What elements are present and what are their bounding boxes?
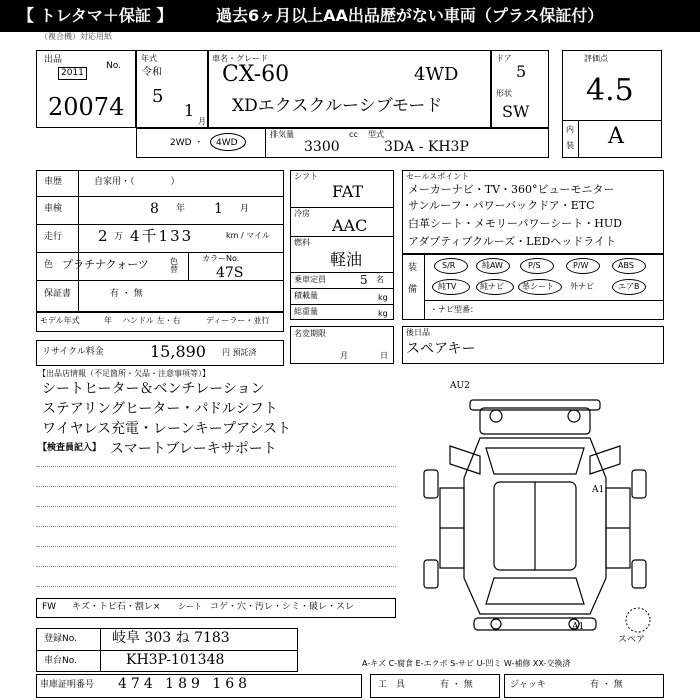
row-line-2 [36, 224, 284, 225]
later-items-label: 後日品 [406, 328, 430, 337]
tools-label: 工 具 [378, 680, 406, 690]
diagram-mark-right: A1 [592, 485, 605, 495]
inspection-month: 1 [214, 201, 223, 217]
equipment-label-1: 装 [408, 263, 418, 273]
interior-score: A [608, 124, 624, 149]
note-rule-1 [36, 466, 396, 467]
notes-label: 【出品店情報（不足箇所・欠品・注意事項等）】 [38, 369, 210, 378]
recycle-unit: 円 預託済 [222, 348, 257, 357]
equip-navi-model: ・ナビ型番： [430, 305, 478, 314]
inspection-year-unit: 年 [176, 204, 186, 214]
rating-score: 4.5 [586, 73, 634, 108]
fw-items: キズ・トビ石・割レ× [72, 602, 161, 612]
diagram-mark-top: AU2 [450, 381, 470, 391]
lot-no-label: No. [106, 61, 121, 71]
mileage-man-unit: 万 [114, 232, 124, 242]
legend: A-キズ C-腐食 E-エクボ S-サビ U-凹ミ W-補修 XX-交換済 [362, 659, 571, 668]
warranty-label: 保証書 [44, 289, 72, 299]
lot-code: 2011 [58, 67, 87, 80]
later-items-value: スペアキー [406, 341, 476, 357]
aircon-value: AAC [332, 216, 368, 235]
note-rule-6 [36, 566, 396, 567]
cert-label: 車庫証明番号 [40, 680, 95, 690]
fw-seat-label: シート [178, 602, 202, 611]
selling-point-1: メーカーナビ・TV・360°ビューモニター [408, 183, 615, 196]
rating-divider [562, 120, 662, 121]
capacity-unit: 名 [376, 275, 384, 284]
year-value: 5 [152, 86, 164, 107]
selling-point-2: サンルーフ・パワーバックドア・ETC [408, 199, 595, 212]
fw-label: FW [42, 602, 57, 612]
inspection-year: 8 [150, 201, 159, 217]
fuel-label: 燃料 [294, 238, 310, 247]
year-era: 令和 [142, 67, 162, 78]
row-line-1 [36, 196, 284, 197]
interior-divider [578, 120, 579, 158]
colorcode-label: カラーNo. [202, 254, 240, 263]
reg-divider-h [36, 650, 298, 651]
lot-label: 出品 [44, 55, 63, 65]
jack-opts: 有 ・ 無 [590, 680, 623, 690]
type-value: 3DA - KH3P [384, 139, 469, 155]
equip-abs: ABS [618, 261, 634, 270]
selling-point-3: 白革シート・メモリーパワーシート・HUD [408, 217, 622, 230]
shape-value: SW [502, 102, 530, 121]
fuel-value: 軽油 [330, 250, 363, 269]
color-label: 色 [44, 260, 54, 270]
engine-divider [265, 128, 266, 158]
reg-label: 登録No. [44, 634, 77, 644]
mileage-label: 走行 [44, 232, 63, 242]
color-swap-label: 色替 [170, 257, 178, 274]
note-rule-7 [36, 586, 396, 587]
inspection-label: 車検 [44, 204, 63, 214]
equip-sr: S/R [442, 261, 456, 270]
name-change-label: 名変期限 [294, 329, 326, 338]
mileage-rest: 4千133 [130, 227, 194, 245]
mileage-man: 2 [98, 227, 108, 245]
color-code-divider [188, 252, 189, 280]
model-type-label: モデル年式 [40, 316, 80, 325]
equip-aw: 純AW [482, 261, 503, 270]
selling-point-4: アダプティブクルーズ・LEDヘッドライト [408, 235, 616, 248]
diagram-spare: スペア [618, 635, 646, 645]
note-line-3: ワイヤレス充電・レーンキープアシスト [42, 421, 292, 437]
door-value: 5 [516, 62, 527, 81]
name-change-month: 月 [340, 351, 348, 360]
capacity-value: 5 [360, 273, 368, 287]
inspection-month-unit: 月 [240, 204, 250, 214]
equipment-label-2: 備 [408, 285, 418, 295]
colorcode-value: 47S [216, 265, 244, 281]
c-line-1 [290, 207, 394, 208]
equip-ext-navi: 外ナビ [570, 282, 594, 291]
diagram-mark-bottom: A1 [572, 622, 585, 632]
equip-tv: 純TV [438, 282, 457, 291]
equip-leather: 革シート [522, 282, 554, 291]
recycle-label: リサイクル料金 [42, 347, 104, 357]
inspector-line: スマートブレーキサポート [110, 441, 277, 457]
c-line-4 [290, 288, 394, 289]
capacity-label: 乗車定員 [294, 275, 326, 284]
name-change-day: 日 [380, 351, 388, 360]
drive-opt-2wd: 2WD ・ [170, 138, 204, 148]
jack-label: ジャッキ [510, 680, 546, 690]
disp-label: 排気量 [270, 130, 294, 139]
equipment-label-divider [424, 254, 425, 320]
note-line-1: シートヒーター＆ベンチレーション [42, 381, 265, 397]
type-label: 型式 [368, 130, 384, 139]
fw-seat-items: コゲ・穴・汚レ・シミ・破レ・スレ [210, 602, 355, 612]
model-grade: XDエクスクルーシブモード [232, 96, 443, 116]
load-label: 積載量 [294, 291, 318, 300]
reg-divider-v [100, 628, 101, 672]
chassis-label: 車台No. [44, 656, 77, 666]
equip-navi: 純ナビ [480, 282, 504, 291]
model-label: 車名・グレード [212, 54, 268, 63]
gross-unit: kg [378, 309, 388, 318]
load-unit: kg [378, 293, 388, 302]
model-type-year: 年 [104, 316, 112, 325]
aircon-label: 冷房 [294, 209, 310, 218]
recycle-value: 15,890 [150, 342, 206, 361]
row-line-4 [36, 280, 284, 281]
history-label: 車歴 [44, 177, 63, 187]
tools-opts: 有 ・ 無 [440, 680, 473, 690]
c-line-3 [290, 272, 394, 273]
header-sub: （複合機）対応用紙 [40, 32, 112, 41]
lot-number: 20074 [48, 93, 125, 121]
header-right: 過去6ヶ月以上AA出品歴がない車両（プラス保証付） [216, 6, 604, 25]
inspector-label: 【検査員記入】 [38, 443, 102, 453]
model-name: CX-60 [222, 62, 290, 87]
handle-value: ハンドル 左・右 [122, 316, 181, 325]
disp-value: 3300 [304, 139, 340, 155]
year-month-label: 月 [198, 117, 206, 126]
shape-label: 形状 [496, 89, 512, 98]
year-label: 年式 [141, 54, 157, 63]
chassis-value: KH3P-101348 [126, 652, 225, 668]
mileage-km: km / マイル [226, 231, 271, 240]
door-label: ドア [496, 54, 512, 63]
year-month: 1 [184, 101, 195, 120]
disp-cc: cc [349, 130, 358, 139]
shift-value: FAT [332, 182, 364, 201]
model-drive: 4WD [414, 64, 459, 85]
note-line-2: ステアリングヒーター・パドルシフト [42, 401, 278, 417]
gross-label: 総重量 [294, 307, 318, 316]
note-rule-2 [36, 486, 396, 487]
c-line-2 [290, 236, 394, 237]
drive-opt-4wd: 4WD [216, 138, 238, 148]
color-value: プラチナクォーツ [62, 258, 149, 271]
equip-pw: P/W [573, 261, 589, 270]
note-rule-5 [36, 546, 396, 547]
row-line-3 [36, 252, 284, 253]
equipment-navi-line [424, 300, 664, 301]
car-diagram [410, 378, 660, 648]
note-rule-3 [36, 506, 396, 507]
interior-label-2: 装 [566, 141, 574, 150]
shift-label: シフト [294, 172, 318, 181]
dealer-value: ディーラー・並行 [206, 316, 270, 325]
reg-value: 岐阜 303 ね 7183 [112, 630, 230, 646]
header-left: 【 トレタマ＋保証 】 [18, 6, 173, 25]
selling-points-label: セールスポイント [406, 172, 470, 181]
cert-value: 474 189 168 [118, 676, 252, 692]
equip-airbag: エアB [618, 282, 640, 291]
history-value: 自家用・（ ） [94, 177, 180, 187]
c-line-5 [290, 304, 394, 305]
warranty-value: 有 ・ 無 [110, 289, 143, 299]
equip-ps: P/S [528, 261, 541, 270]
interior-label-1: 内 [566, 125, 574, 134]
left-table-col [78, 170, 79, 312]
rating-label: 評価点 [584, 54, 608, 63]
note-rule-4 [36, 526, 396, 527]
